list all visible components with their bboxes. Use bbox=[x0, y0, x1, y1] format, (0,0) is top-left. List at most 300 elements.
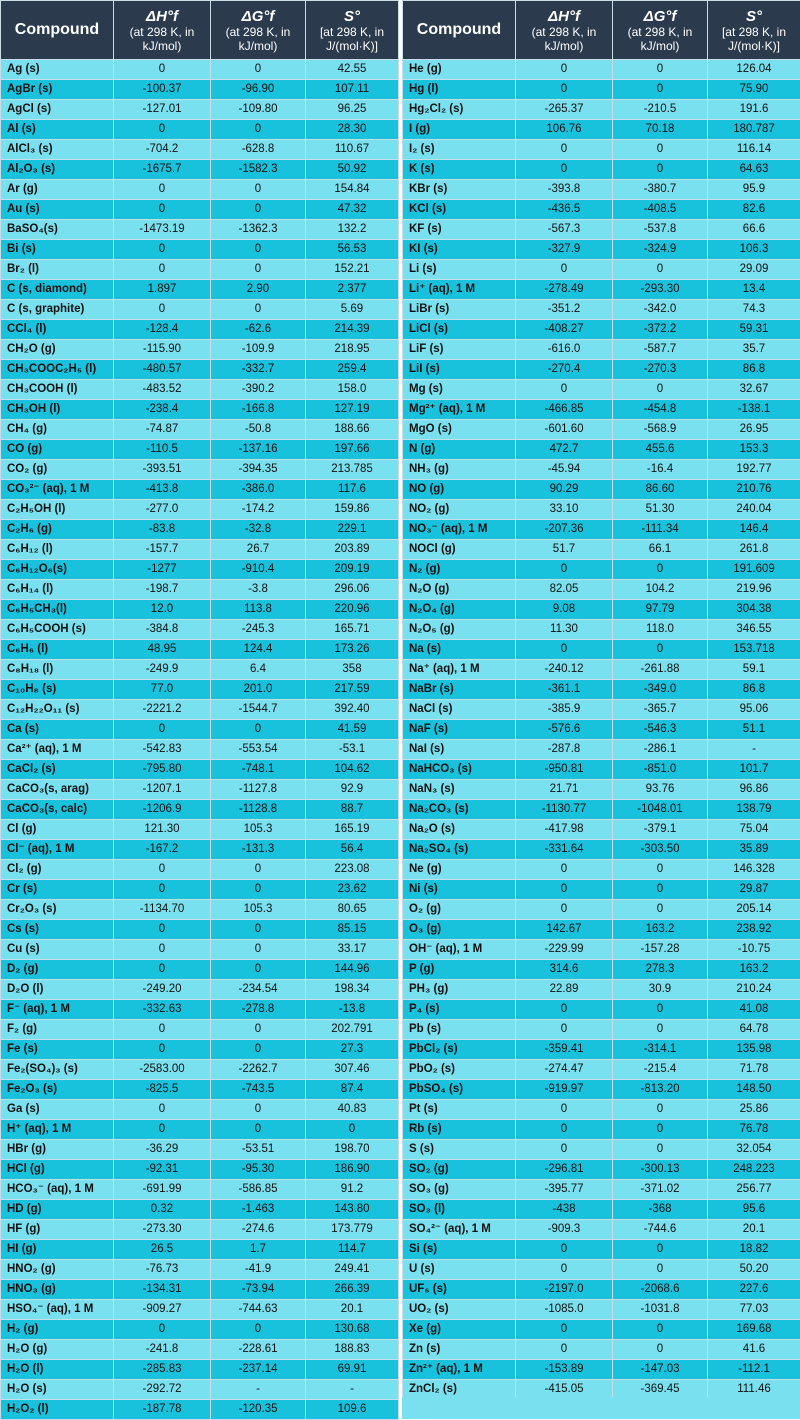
entropy-cell: 266.39 bbox=[306, 1280, 399, 1300]
table-row bbox=[403, 440, 800, 460]
entropy-cell: 95.6 bbox=[708, 1200, 800, 1220]
enthalpy-cell: -273.30 bbox=[114, 1220, 211, 1240]
table-row bbox=[1, 1020, 399, 1040]
compound-cell: CH₃COOC₂H₅ (l) bbox=[1, 360, 114, 380]
table-row bbox=[1, 460, 399, 480]
table-row bbox=[1, 360, 399, 380]
enthalpy-cell: -332.63 bbox=[114, 1000, 211, 1020]
table-row bbox=[1, 1220, 399, 1240]
compound-cell: Si (s) bbox=[403, 1240, 516, 1260]
entropy-cell: 69.91 bbox=[306, 1360, 399, 1380]
enthalpy-cell: 121.30 bbox=[114, 820, 211, 840]
gibbs-cell: -910.4 bbox=[211, 560, 306, 580]
gibbs-cell: 0 bbox=[613, 160, 708, 180]
entropy-note: [at 298 K, in J/(mol·K)] bbox=[308, 25, 396, 53]
entropy-cell: -53.1 bbox=[306, 740, 399, 760]
gibbs-cell: -1.463 bbox=[211, 1200, 306, 1220]
table-row bbox=[1, 220, 399, 240]
compound-cell: Br₂ (l) bbox=[1, 260, 114, 280]
entropy-cell: 180.787 bbox=[708, 120, 800, 140]
entropy-cell: 259.4 bbox=[306, 360, 399, 380]
table-row bbox=[1, 480, 399, 500]
enthalpy-cell: -393.8 bbox=[516, 180, 613, 200]
gibbs-cell: -234.54 bbox=[211, 980, 306, 1000]
gibbs-cell: -237.14 bbox=[211, 1360, 306, 1380]
entropy-cell: 210.76 bbox=[708, 480, 800, 500]
compound-cell: NaF (s) bbox=[403, 720, 516, 740]
header-enthalpy bbox=[516, 1, 613, 60]
entropy-cell: 64.63 bbox=[708, 160, 800, 180]
gibbs-cell: 0 bbox=[613, 260, 708, 280]
gibbs-cell: -1127.8 bbox=[211, 780, 306, 800]
enthalpy-cell: 0 bbox=[516, 60, 613, 80]
table-row bbox=[403, 240, 800, 260]
gibbs-cell: - bbox=[211, 1380, 306, 1400]
compound-cell: NaHCO₃ (s) bbox=[403, 760, 516, 780]
gibbs-cell: 0 bbox=[211, 240, 306, 260]
gibbs-cell: -2068.6 bbox=[613, 1280, 708, 1300]
table-row bbox=[403, 1180, 800, 1200]
entropy-cell: 23.62 bbox=[306, 880, 399, 900]
gibbs-cell: -386.0 bbox=[211, 480, 306, 500]
table-row bbox=[1, 80, 399, 100]
compound-cell: PH₃ (g) bbox=[403, 980, 516, 1000]
table-row bbox=[1, 1380, 399, 1400]
gibbs-cell: -537.8 bbox=[613, 220, 708, 240]
entropy-cell: 256.77 bbox=[708, 1180, 800, 1200]
compound-cell: CaCO₃(s, arag) bbox=[1, 780, 114, 800]
table-row bbox=[1, 840, 399, 860]
gibbs-cell: 70.18 bbox=[613, 120, 708, 140]
entropy-cell: 227.6 bbox=[708, 1280, 800, 1300]
entropy-cell: 191.609 bbox=[708, 560, 800, 580]
compound-cell: H₂O (s) bbox=[1, 1380, 114, 1400]
table-row bbox=[403, 940, 800, 960]
table-body-left bbox=[1, 60, 399, 1420]
enthalpy-cell: -415.05 bbox=[516, 1380, 613, 1400]
gibbs-cell: -349.0 bbox=[613, 680, 708, 700]
table-row bbox=[1, 180, 399, 200]
empty-filler-row bbox=[402, 1397, 800, 1419]
table-row bbox=[1, 160, 399, 180]
enthalpy-cell: -1134.70 bbox=[114, 900, 211, 920]
table-row bbox=[403, 460, 800, 480]
enthalpy-cell: -567.3 bbox=[516, 220, 613, 240]
enthalpy-cell: 472.7 bbox=[516, 440, 613, 460]
compound-cell: CO₂ (g) bbox=[1, 460, 114, 480]
gibbs-cell: -371.02 bbox=[613, 1180, 708, 1200]
gibbs-cell: 0 bbox=[613, 1320, 708, 1340]
table-row bbox=[1, 240, 399, 260]
compound-cell: Mg²⁺ (aq), 1 M bbox=[403, 400, 516, 420]
entropy-cell: 143.80 bbox=[306, 1200, 399, 1220]
table-row bbox=[403, 80, 800, 100]
compound-cell: Au (s) bbox=[1, 200, 114, 220]
table-row bbox=[1, 920, 399, 940]
gibbs-cell: -546.3 bbox=[613, 720, 708, 740]
gibbs-cell: -1031.8 bbox=[613, 1300, 708, 1320]
table-row bbox=[1, 740, 399, 760]
enthalpy-cell: -36.29 bbox=[114, 1140, 211, 1160]
entropy-cell: 192.77 bbox=[708, 460, 800, 480]
table-row bbox=[403, 660, 800, 680]
enthalpy-cell: 0 bbox=[114, 60, 211, 80]
enthalpy-cell: -384.8 bbox=[114, 620, 211, 640]
gibbs-cell: -41.9 bbox=[211, 1260, 306, 1280]
enthalpy-cell: -240.12 bbox=[516, 660, 613, 680]
gibbs-cell: -50.8 bbox=[211, 420, 306, 440]
enthalpy-cell: -395.77 bbox=[516, 1180, 613, 1200]
enthalpy-cell: -115.90 bbox=[114, 340, 211, 360]
table-row bbox=[403, 640, 800, 660]
enthalpy-cell: -127.01 bbox=[114, 100, 211, 120]
compound-cell: F⁻ (aq), 1 M bbox=[1, 1000, 114, 1020]
table-row bbox=[403, 860, 800, 880]
table-row bbox=[403, 560, 800, 580]
table-row bbox=[1, 380, 399, 400]
entropy-cell: 0 bbox=[306, 1120, 399, 1140]
gibbs-cell: -274.6 bbox=[211, 1220, 306, 1240]
entropy-cell: 165.71 bbox=[306, 620, 399, 640]
table-row bbox=[403, 920, 800, 940]
header-row bbox=[403, 1, 800, 60]
table-row bbox=[1, 580, 399, 600]
compound-cell: CaCl₂ (s) bbox=[1, 760, 114, 780]
compound-cell: NO₃⁻ (aq), 1 M bbox=[403, 520, 516, 540]
enthalpy-cell: -909.27 bbox=[114, 1300, 211, 1320]
gibbs-cell: 0 bbox=[613, 80, 708, 100]
table-row bbox=[1, 1280, 399, 1300]
table-row bbox=[403, 880, 800, 900]
table-row bbox=[403, 500, 800, 520]
compound-cell: Na₂SO₄ (s) bbox=[403, 840, 516, 860]
table-row bbox=[1, 100, 399, 120]
compound-cell: Cl₂ (g) bbox=[1, 860, 114, 880]
entropy-cell: 238.92 bbox=[708, 920, 800, 940]
table-row bbox=[403, 1080, 800, 1100]
entropy-cell: 41.08 bbox=[708, 1000, 800, 1020]
enthalpy-cell: 0 bbox=[114, 1320, 211, 1340]
enthalpy-cell: 0 bbox=[114, 920, 211, 940]
enthalpy-cell: -128.4 bbox=[114, 320, 211, 340]
header-row bbox=[1, 1, 399, 60]
entropy-cell: 296.06 bbox=[306, 580, 399, 600]
gibbs-cell: -1362.3 bbox=[211, 220, 306, 240]
enthalpy-cell: -167.2 bbox=[114, 840, 211, 860]
entropy-cell: 240.04 bbox=[708, 500, 800, 520]
compound-cell: MgO (s) bbox=[403, 420, 516, 440]
compound-cell: C₆H₅COOH (s) bbox=[1, 620, 114, 640]
gibbs-cell: 97.79 bbox=[613, 600, 708, 620]
compound-cell: Li (s) bbox=[403, 260, 516, 280]
table-row bbox=[403, 760, 800, 780]
compound-cell: N₂ (g) bbox=[403, 560, 516, 580]
table-row bbox=[403, 780, 800, 800]
table-row bbox=[403, 340, 800, 360]
gibbs-cell: 30.9 bbox=[613, 980, 708, 1000]
enthalpy-cell: 0 bbox=[516, 1120, 613, 1140]
gibbs-cell: -215.4 bbox=[613, 1060, 708, 1080]
entropy-cell: 197.66 bbox=[306, 440, 399, 460]
enthalpy-cell: 12.0 bbox=[114, 600, 211, 620]
entropy-cell: 146.4 bbox=[708, 520, 800, 540]
compound-cell: Zn²⁺ (aq), 1 M bbox=[403, 1360, 516, 1380]
table-body-right bbox=[403, 60, 800, 1400]
enthalpy-cell: -327.9 bbox=[516, 240, 613, 260]
entropy-cell: 188.66 bbox=[306, 420, 399, 440]
entropy-cell: 127.19 bbox=[306, 400, 399, 420]
table-row bbox=[403, 1240, 800, 1260]
gibbs-cell: 26.7 bbox=[211, 540, 306, 560]
compound-cell: CH₃COOH (l) bbox=[1, 380, 114, 400]
gibbs-cell: -568.9 bbox=[613, 420, 708, 440]
entropy-cell: 29.09 bbox=[708, 260, 800, 280]
enthalpy-cell: 51.7 bbox=[516, 540, 613, 560]
compound-cell: HCO₃⁻ (aq), 1 M bbox=[1, 1180, 114, 1200]
compound-cell: Cs (s) bbox=[1, 920, 114, 940]
table-row bbox=[403, 520, 800, 540]
enthalpy-cell: -436.5 bbox=[516, 200, 613, 220]
compound-cell: P (g) bbox=[403, 960, 516, 980]
gibbs-cell: -278.8 bbox=[211, 1000, 306, 1020]
enthalpy-cell: 0 bbox=[114, 200, 211, 220]
compound-cell: Cl (g) bbox=[1, 820, 114, 840]
table-row bbox=[403, 580, 800, 600]
table-row bbox=[1, 1400, 399, 1420]
gibbs-cell: 0 bbox=[211, 1120, 306, 1140]
compound-cell: Pt (s) bbox=[403, 1100, 516, 1120]
compound-cell: Na⁺ (aq), 1 M bbox=[403, 660, 516, 680]
compound-cell: HI (g) bbox=[1, 1240, 114, 1260]
compound-cell: Hg₂Cl₂ (s) bbox=[403, 100, 516, 120]
table-row bbox=[1, 320, 399, 340]
gibbs-cell: 104.2 bbox=[613, 580, 708, 600]
gibbs-cell: -744.6 bbox=[613, 1220, 708, 1240]
enthalpy-cell: 1.897 bbox=[114, 280, 211, 300]
compound-cell: H₂O (l) bbox=[1, 1360, 114, 1380]
entropy-cell: 130.68 bbox=[306, 1320, 399, 1340]
entropy-cell: 346.55 bbox=[708, 620, 800, 640]
table-row bbox=[403, 60, 800, 80]
entropy-cell: 5.69 bbox=[306, 300, 399, 320]
compound-cell: C₈H₁₈ (l) bbox=[1, 660, 114, 680]
enthalpy-cell: 0 bbox=[114, 720, 211, 740]
entropy-cell: 40.83 bbox=[306, 1100, 399, 1120]
table-right-half bbox=[402, 0, 800, 1400]
table-row bbox=[403, 1360, 800, 1380]
enthalpy-cell: 11.30 bbox=[516, 620, 613, 640]
compound-cell: F₂ (g) bbox=[1, 1020, 114, 1040]
compound-cell: Pb (s) bbox=[403, 1020, 516, 1040]
compound-cell: Al₂O₃ (s) bbox=[1, 160, 114, 180]
table-row bbox=[403, 1020, 800, 1040]
entropy-cell: 158.0 bbox=[306, 380, 399, 400]
enthalpy-cell: 0 bbox=[114, 860, 211, 880]
table-row bbox=[1, 720, 399, 740]
table-row bbox=[403, 140, 800, 160]
enthalpy-cell: -249.9 bbox=[114, 660, 211, 680]
table-row bbox=[1, 260, 399, 280]
gibbs-cell: -157.28 bbox=[613, 940, 708, 960]
enthalpy-cell: -296.81 bbox=[516, 1160, 613, 1180]
table-row bbox=[403, 1160, 800, 1180]
enthalpy-cell: -45.94 bbox=[516, 460, 613, 480]
header-entropy bbox=[306, 1, 399, 60]
compound-cell: C₆H₁₂O₆(s) bbox=[1, 560, 114, 580]
gibbs-cell: 0 bbox=[613, 640, 708, 660]
compound-cell: LiF (s) bbox=[403, 340, 516, 360]
enthalpy-cell: -134.31 bbox=[114, 1280, 211, 1300]
table-row bbox=[1, 200, 399, 220]
entropy-cell: 229.1 bbox=[306, 520, 399, 540]
gibbs-cell: -147.03 bbox=[613, 1360, 708, 1380]
compound-cell: PbSO₄ (s) bbox=[403, 1080, 516, 1100]
gibbs-cell: -261.88 bbox=[613, 660, 708, 680]
table-row bbox=[1, 1040, 399, 1060]
entropy-cell: 220.96 bbox=[306, 600, 399, 620]
entropy-cell: 25.86 bbox=[708, 1100, 800, 1120]
compound-cell: HSO₄⁻ (aq), 1 M bbox=[1, 1300, 114, 1320]
table-row bbox=[403, 100, 800, 120]
compound-cell: C₂H₆ (g) bbox=[1, 520, 114, 540]
entropy-cell: 101.7 bbox=[708, 760, 800, 780]
compound-cell: N₂O (g) bbox=[403, 580, 516, 600]
enthalpy-cell: 0 bbox=[516, 1000, 613, 1020]
gibbs-cell: -120.35 bbox=[211, 1400, 306, 1420]
entropy-cell: 29.87 bbox=[708, 880, 800, 900]
table-row bbox=[403, 160, 800, 180]
table-row bbox=[403, 620, 800, 640]
table-row bbox=[403, 980, 800, 1000]
enthalpy-cell: -249.20 bbox=[114, 980, 211, 1000]
compound-cell: Al (s) bbox=[1, 120, 114, 140]
enthalpy-cell: -92.31 bbox=[114, 1160, 211, 1180]
entropy-cell: 85.15 bbox=[306, 920, 399, 940]
table-row bbox=[1, 1160, 399, 1180]
entropy-cell: 191.6 bbox=[708, 100, 800, 120]
gibbs-cell: 0 bbox=[613, 860, 708, 880]
table-row bbox=[1, 860, 399, 880]
compound-cell: H₂O₂ (l) bbox=[1, 1400, 114, 1420]
compound-cell: I₂ (s) bbox=[403, 140, 516, 160]
gibbs-cell: -16.4 bbox=[613, 460, 708, 480]
gibbs-cell: 0 bbox=[613, 380, 708, 400]
entropy-cell: 80.65 bbox=[306, 900, 399, 920]
entropy-cell: 32.054 bbox=[708, 1140, 800, 1160]
enthalpy-cell: 0.32 bbox=[114, 1200, 211, 1220]
enthalpy-cell: 0 bbox=[114, 180, 211, 200]
compound-cell: SO₃ (g) bbox=[403, 1180, 516, 1200]
compound-cell: C (s, graphite) bbox=[1, 300, 114, 320]
entropy-cell: 56.4 bbox=[306, 840, 399, 860]
gibbs-cell: 0 bbox=[211, 120, 306, 140]
compound-cell: Cl⁻ (aq), 1 M bbox=[1, 840, 114, 860]
entropy-cell: 66.6 bbox=[708, 220, 800, 240]
table-row bbox=[1, 900, 399, 920]
enthalpy-cell: -704.2 bbox=[114, 140, 211, 160]
entropy-cell: 20.1 bbox=[306, 1300, 399, 1320]
gibbs-cell: -379.1 bbox=[613, 820, 708, 840]
entropy-cell: 88.7 bbox=[306, 800, 399, 820]
enthalpy-cell: -616.0 bbox=[516, 340, 613, 360]
table-row bbox=[1, 820, 399, 840]
compound-cell: Ag (s) bbox=[1, 60, 114, 80]
table-row bbox=[1, 1080, 399, 1100]
table-row bbox=[403, 820, 800, 840]
entropy-cell: 165.19 bbox=[306, 820, 399, 840]
compound-cell: Ne (g) bbox=[403, 860, 516, 880]
entropy-cell: 71.78 bbox=[708, 1060, 800, 1080]
table-row bbox=[403, 1220, 800, 1240]
table-row bbox=[403, 1040, 800, 1060]
enthalpy-cell: -601.60 bbox=[516, 420, 613, 440]
gibbs-cell: -53.51 bbox=[211, 1140, 306, 1160]
entropy-cell: 109.6 bbox=[306, 1400, 399, 1420]
gibbs-symbol: ΔG°f bbox=[213, 8, 303, 25]
compound-cell: C₆H₁₂ (l) bbox=[1, 540, 114, 560]
gibbs-cell: -73.94 bbox=[211, 1280, 306, 1300]
table-row bbox=[403, 1260, 800, 1280]
enthalpy-cell: 0 bbox=[114, 880, 211, 900]
gibbs-cell: -3.8 bbox=[211, 580, 306, 600]
table-row bbox=[403, 1280, 800, 1300]
compound-cell: CaCO₃(s, calc) bbox=[1, 800, 114, 820]
compound-cell: SO₃ (l) bbox=[403, 1200, 516, 1220]
enthalpy-cell: 82.05 bbox=[516, 580, 613, 600]
compound-cell: LiBr (s) bbox=[403, 300, 516, 320]
enthalpy-cell: -153.89 bbox=[516, 1360, 613, 1380]
compound-cell: D₂O (l) bbox=[1, 980, 114, 1000]
gibbs-cell: -394.35 bbox=[211, 460, 306, 480]
compound-cell: NO (g) bbox=[403, 480, 516, 500]
entropy-cell: 91.2 bbox=[306, 1180, 399, 1200]
gibbs-cell: -586.85 bbox=[211, 1180, 306, 1200]
gibbs-note: (at 298 K, in kJ/mol) bbox=[615, 25, 705, 53]
enthalpy-cell: -1206.9 bbox=[114, 800, 211, 820]
table-row bbox=[1, 940, 399, 960]
enthalpy-cell: 0 bbox=[114, 1120, 211, 1140]
compound-cell: CCl₄ (l) bbox=[1, 320, 114, 340]
gibbs-cell: -365.7 bbox=[613, 700, 708, 720]
gibbs-cell: 278.3 bbox=[613, 960, 708, 980]
header-gibbs bbox=[211, 1, 306, 60]
enthalpy-cell: -1130.77 bbox=[516, 800, 613, 820]
entropy-cell: 248.223 bbox=[708, 1160, 800, 1180]
gibbs-cell: -300.13 bbox=[613, 1160, 708, 1180]
gibbs-cell: 0 bbox=[613, 1240, 708, 1260]
compound-cell: KCl (s) bbox=[403, 200, 516, 220]
enthalpy-cell: 33.10 bbox=[516, 500, 613, 520]
compound-cell: H⁺ (aq), 1 M bbox=[1, 1120, 114, 1140]
compound-cell: Fe (s) bbox=[1, 1040, 114, 1060]
entropy-cell: - bbox=[708, 740, 800, 760]
compound-cell: AlCl₃ (s) bbox=[1, 140, 114, 160]
header-gibbs bbox=[613, 1, 708, 60]
enthalpy-cell: -576.6 bbox=[516, 720, 613, 740]
compound-cell: I (g) bbox=[403, 120, 516, 140]
enthalpy-cell: 142.67 bbox=[516, 920, 613, 940]
enthalpy-cell: -74.87 bbox=[114, 420, 211, 440]
compound-cell: KF (s) bbox=[403, 220, 516, 240]
table-row bbox=[1, 620, 399, 640]
compound-cell: H₂O (g) bbox=[1, 1340, 114, 1360]
entropy-cell: 261.8 bbox=[708, 540, 800, 560]
gibbs-cell: 0 bbox=[211, 180, 306, 200]
table-row bbox=[1, 1140, 399, 1160]
entropy-cell: 75.04 bbox=[708, 820, 800, 840]
compound-cell: N (g) bbox=[403, 440, 516, 460]
gibbs-cell: -293.30 bbox=[613, 280, 708, 300]
